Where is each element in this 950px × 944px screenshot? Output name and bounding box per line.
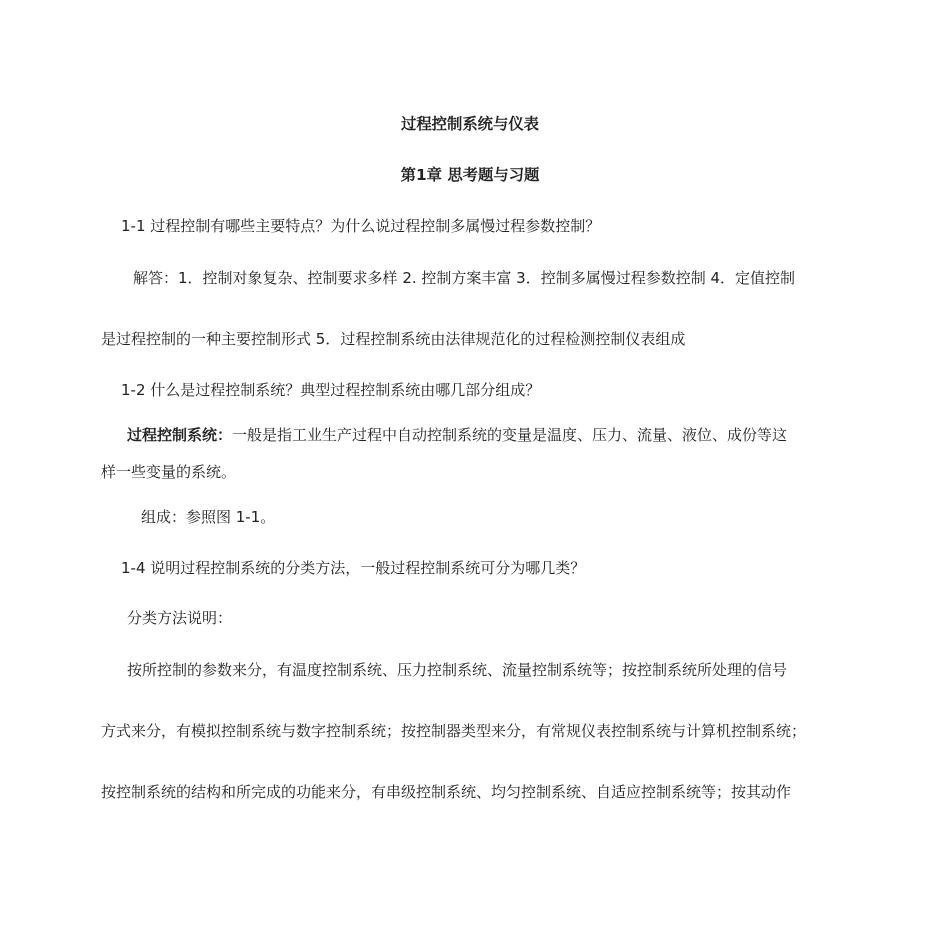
- chapter-heading: 第1章 思考题与习题: [400, 166, 540, 184]
- answer-1-1-line-1: 解答：1．控制对象复杂、控制要求多样 2. 控制方案丰富 3．控制多属慢过程参数控制 4．定值控制: [133, 269, 796, 287]
- definition-line-2: 样一些变量的系统。: [101, 463, 237, 481]
- definition-text: 一般是指工业生产过程中自动控制系统的变量是温度、压力、流量、液位、成份等这: [232, 426, 788, 444]
- composition-note: 组成：参照图 1-1。: [141, 508, 276, 526]
- question-1-4: 1-4 说明过程控制系统的分类方法，一般过程控制系统可分为哪几类？: [121, 559, 586, 577]
- classification-line-3: 按控制系统的结构和所完成的功能来分，有串级控制系统、均匀控制系统、自适应控制系统等；按其动作: [101, 783, 792, 801]
- question-1-1: 1-1 过程控制有哪些主要特点？为什么说过程控制多属慢过程参数控制？: [121, 217, 601, 235]
- definition-term: 过程控制系统：: [127, 426, 233, 444]
- classification-line-1: 按所控制的参数来分，有温度控制系统、压力控制系统、流量控制系统等；按控制系统所处理的信号: [127, 661, 788, 679]
- document-title: 过程控制系统与仪表: [400, 115, 540, 133]
- question-1-2: 1-2 什么是过程控制系统？典型过程控制系统由哪几部分组成？: [121, 381, 541, 399]
- answer-1-1-line-2: 是过程控制的一种主要控制形式 5．过程控制系统由法律规范化的过程检测控制仪表组成: [101, 330, 686, 348]
- classification-line-2: 方式来分，有模拟控制系统与数字控制系统；按控制器类型来分，有常规仪表控制系统与计算机控制系统；: [101, 722, 807, 740]
- definition-line-1: [127, 425, 787, 445]
- classification-heading: 分类方法说明：: [127, 609, 233, 627]
